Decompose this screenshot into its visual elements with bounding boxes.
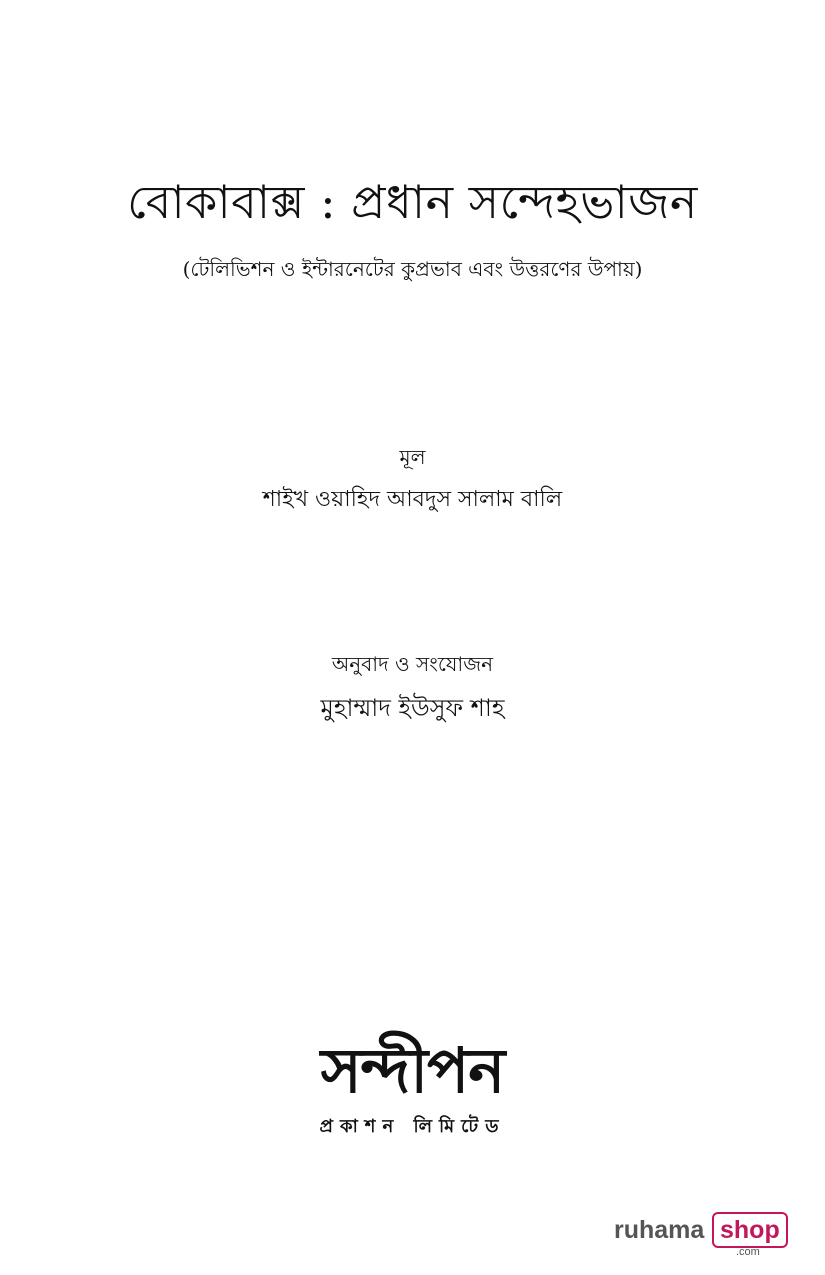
translator-name: মুহাম্মাদ ইউসুফ শাহ: [320, 694, 505, 722]
publisher-logo-name: সন্দীপন: [320, 1034, 505, 1107]
publisher-subtitle: প্রকাশন লিমিটেড: [319, 1116, 506, 1137]
translation-label: অনুবাদ ও সংযোজন: [331, 652, 494, 676]
book-subtitle: (টেলিভিশন ও ইন্টারনেটের কুপ্রভাব এবং উত্তরণের উপায়): [182, 257, 643, 281]
watermark-logo: [614, 1210, 784, 1260]
author-name: শাইখ ওয়াহিদ আবদুস সালাম বালি: [262, 487, 563, 512]
watermark-brand-left: ruhama: [614, 1216, 705, 1244]
book-title: বোকাবাক্স : প্রধান সন্দেহভাজন: [127, 175, 698, 229]
watermark-domain: .com: [736, 1246, 760, 1258]
watermark-brand-right: shop: [712, 1212, 788, 1248]
original-label: মূল: [399, 445, 426, 469]
